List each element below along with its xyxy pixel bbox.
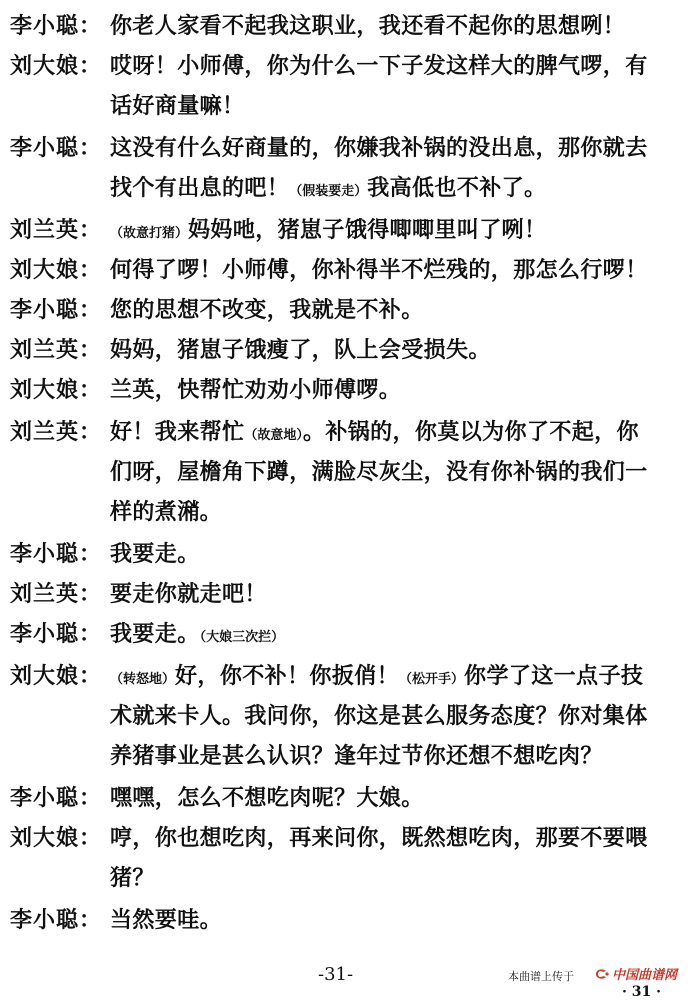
stage-direction: （大娘三次拦） xyxy=(199,630,285,645)
dialogue-line xyxy=(0,370,700,410)
stage-direction: （假装要走） xyxy=(289,184,368,199)
line-text: 。补锅的，你莫以为你了不起，你 xyxy=(302,419,639,445)
line-text: 兰英，快帮忙劝劝小师傅啰。 xyxy=(110,377,402,403)
dialogue-text xyxy=(110,6,698,46)
line-text: 话好商量嘛！ xyxy=(110,93,245,119)
cut-off-page-number: · 31 · xyxy=(622,984,661,1000)
dialogue-line xyxy=(0,452,700,492)
dialogue-line xyxy=(0,900,700,940)
line-text: 妈妈吔，猪崽子饿得唧唧里叫了咧！ xyxy=(188,217,547,243)
site-name[interactable]: 中国曲谱网 xyxy=(612,968,678,983)
dialogue-line xyxy=(0,574,700,614)
dialogue-line xyxy=(0,412,700,452)
dialogue-line xyxy=(0,86,700,126)
line-text: 好！我来帮忙 xyxy=(110,419,245,445)
dialogue-text xyxy=(110,574,698,614)
line-text: 好，你不补！你扳俏！ xyxy=(175,663,400,689)
speaker-name: 刘兰英： xyxy=(10,419,103,445)
line-text: 们呀，屋檐角下蹲，满脸尽灰尘，没有你补锅的我们一 xyxy=(110,459,648,485)
line-text: 妈妈，猪崽子饿瘦了，队上会受损失。 xyxy=(110,337,491,363)
line-text: 当然要哇。 xyxy=(110,907,223,933)
line-text: 样的煮潲。 xyxy=(110,499,223,525)
speaker-name: 李小聪： xyxy=(10,135,103,161)
dialogue-text xyxy=(110,86,698,126)
dialogue-text xyxy=(110,818,698,858)
dialogue-line xyxy=(0,210,700,250)
dialogue-text xyxy=(110,778,698,818)
line-text: 猪？ xyxy=(110,865,155,891)
dialogue-text xyxy=(110,330,698,370)
dialogue-line xyxy=(0,6,700,46)
stage-direction: （故意地） xyxy=(244,428,303,443)
dialogue-line xyxy=(0,168,700,208)
dialogue-text xyxy=(110,290,698,330)
line-text: 找个有出息的吧！ xyxy=(110,175,290,201)
speaker-name: 李小聪： xyxy=(10,785,103,811)
dialogue-text xyxy=(110,250,698,290)
stage-direction: （松开手） xyxy=(399,672,465,687)
speaker-name: 李小聪： xyxy=(10,907,103,933)
dialogue-line xyxy=(0,614,700,654)
speaker-name: 刘大娘： xyxy=(10,825,103,851)
dialogue-line xyxy=(0,128,700,168)
line-text: 术就来卡人。我问你，你这是甚么服务态度？你对集体 xyxy=(110,703,648,729)
stage-direction: （故意打猪） xyxy=(110,226,189,241)
dialogue-text xyxy=(110,736,698,776)
line-text: 你老人家看不起我这职业，我还看不起你的思想咧！ xyxy=(110,13,626,39)
dialogue-text xyxy=(110,858,698,898)
line-text: 你学了这一点子技 xyxy=(464,663,644,689)
dialogue-text xyxy=(110,452,698,492)
page-number: -31- xyxy=(318,964,354,985)
dialogue-text xyxy=(110,46,698,86)
dialogue-line xyxy=(0,534,700,574)
speaker-name: 李小聪： xyxy=(10,621,103,647)
speaker-name: 刘大娘： xyxy=(10,53,103,79)
speaker-name: 刘兰英： xyxy=(10,217,103,243)
dialogue-text xyxy=(110,128,698,168)
dialogue-line xyxy=(0,330,700,370)
line-text: 我要走。 xyxy=(110,621,200,647)
dialogue-line xyxy=(0,736,700,776)
speaker-name: 李小聪： xyxy=(10,13,103,39)
dialogue-line xyxy=(0,656,700,696)
speaker-name: 刘兰英： xyxy=(10,581,103,607)
line-text: 何得了啰！小师傅，你补得半不烂残的，那怎么行啰！ xyxy=(110,257,648,283)
line-text: 您的思想不改变，我就是不补。 xyxy=(110,297,424,323)
dialogue-text xyxy=(110,900,698,940)
dialogue-text xyxy=(110,614,698,658)
line-text: 这没有什么好商量的，你嫌我补锅的没出息，那你就去 xyxy=(110,135,648,161)
dialogue-text xyxy=(110,210,698,254)
dialogue-line xyxy=(0,46,700,86)
line-text: 嘿嘿，怎么不想吃肉呢？大娘。 xyxy=(110,785,424,811)
line-text: 我要走。 xyxy=(110,541,200,567)
stage-direction: （转怒地） xyxy=(110,672,176,687)
speaker-name: 李小聪： xyxy=(10,297,103,323)
line-text: 要走你就走吧！ xyxy=(110,581,267,607)
dialogue-line xyxy=(0,250,700,290)
line-text: 养猪事业是甚么认识？逢年过节你还想不想吃肉？ xyxy=(110,743,603,769)
dialogue-line xyxy=(0,492,700,532)
line-text: 我高低也不补了。 xyxy=(367,175,547,201)
dialogue-text xyxy=(110,656,698,700)
site-logo-icon xyxy=(594,967,610,981)
speaker-name: 刘大娘： xyxy=(10,257,103,283)
dialogue-text xyxy=(110,492,698,532)
line-text: 哎呀！小师傅，你为什么一下子发这样大的脾气啰，有 xyxy=(110,53,648,79)
dialogue-line xyxy=(0,858,700,898)
dialogue-text xyxy=(110,370,698,410)
speaker-name: 刘大娘： xyxy=(10,377,103,403)
dialogue-text xyxy=(110,696,698,736)
dialogue-line xyxy=(0,290,700,330)
upload-notice: 本曲谱上传于 xyxy=(508,970,574,983)
speaker-name: 李小聪： xyxy=(10,541,103,567)
dialogue-line xyxy=(0,818,700,858)
speaker-name: 刘兰英： xyxy=(10,337,103,363)
speaker-name: 刘大娘： xyxy=(10,663,103,689)
line-text: 哼，你也想吃肉，再来问你，既然想吃肉，那要不要喂 xyxy=(110,825,648,851)
dialogue-text xyxy=(110,168,698,212)
dialogue-text xyxy=(110,412,698,456)
dialogue-text xyxy=(110,534,698,574)
page-footer xyxy=(0,958,700,1000)
dialogue-line xyxy=(0,696,700,736)
dialogue-line xyxy=(0,778,700,818)
